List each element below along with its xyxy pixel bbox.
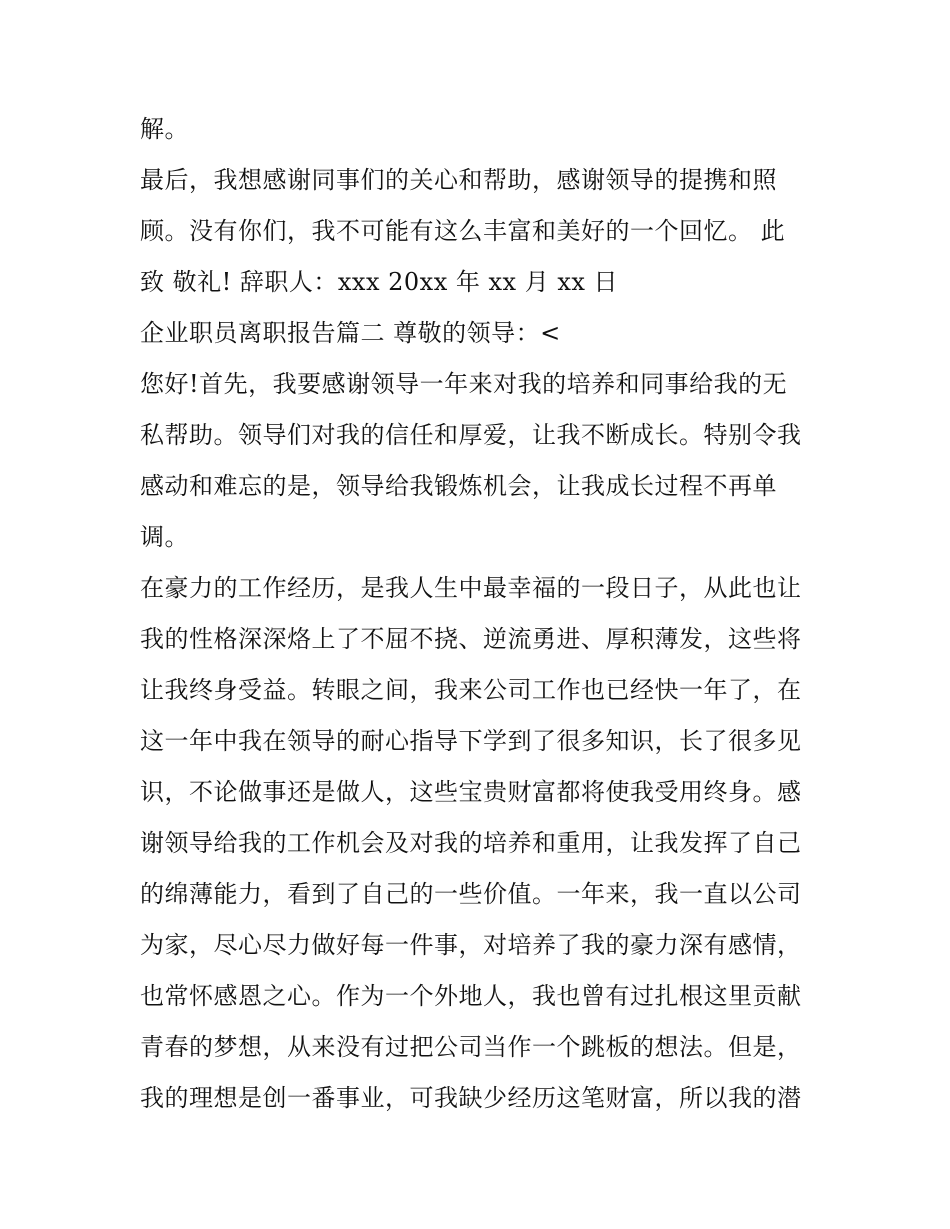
text-line: 最后，我想感谢同事们的关心和帮助，感谢领导的提携和照 — [140, 166, 777, 194]
text-line: 青春的梦想，从来没有过把公司当作一个跳板的想法。但是， — [140, 1033, 802, 1061]
document-body — [140, 104, 820, 1124]
text-line: 为家，尽心尽力做好每一件事，对培养了我的豪力深有感情， — [140, 931, 802, 959]
text-line: 也常怀感恩之心。作为一个外地人，我也曾有过扎根这里贡献 — [140, 982, 802, 1010]
text-line: 调。 — [140, 523, 189, 551]
text-line: 让我终身受益。转眼之间，我来公司工作也已经快一年了，在 — [140, 676, 802, 704]
text-line: 我的理想是创一番事业，可我缺少经历这笔财富，所以我的潜 — [140, 1084, 802, 1112]
text-line: 感动和难忘的是，领导给我锻炼机会，让我成长过程不再单 — [140, 472, 777, 500]
text-line: 谢领导给我的工作机会及对我的培养和重用，让我发挥了自己 — [140, 829, 802, 857]
text-line: 致 敬礼! 辞职人：xxx 20xx 年 xx 月 xx 日 — [140, 268, 619, 296]
text-line: 的绵薄能力，看到了自己的一些价值。一年来，我一直以公司 — [140, 880, 802, 908]
text-line: 识，不论做事还是做人，这些宝贵财富都将使我受用终身。感 — [140, 778, 802, 806]
text-line: 顾。没有你们，我不可能有这么丰富和美好的一个回忆。 此 — [140, 217, 786, 245]
section-heading-line: 企业职员离职报告篇二 尊敬的领导：< — [140, 319, 561, 347]
text-line: 解。 — [140, 115, 189, 143]
text-line: 我的性格深深烙上了不屈不挠、逆流勇进、厚积薄发，这些将 — [140, 625, 802, 653]
text-line: 这一年中我在领导的耐心指导下学到了很多知识，长了很多见 — [140, 727, 802, 755]
text-line: 在豪力的工作经历，是我人生中最幸福的一段日子，从此也让 — [140, 574, 802, 602]
text-line: 私帮助。领导们对我的信任和厚爱，让我不断成长。特别令我 — [140, 421, 802, 449]
text-line: 您好!首先，我要感谢领导一年来对我的培养和同事给我的无 — [140, 370, 788, 398]
